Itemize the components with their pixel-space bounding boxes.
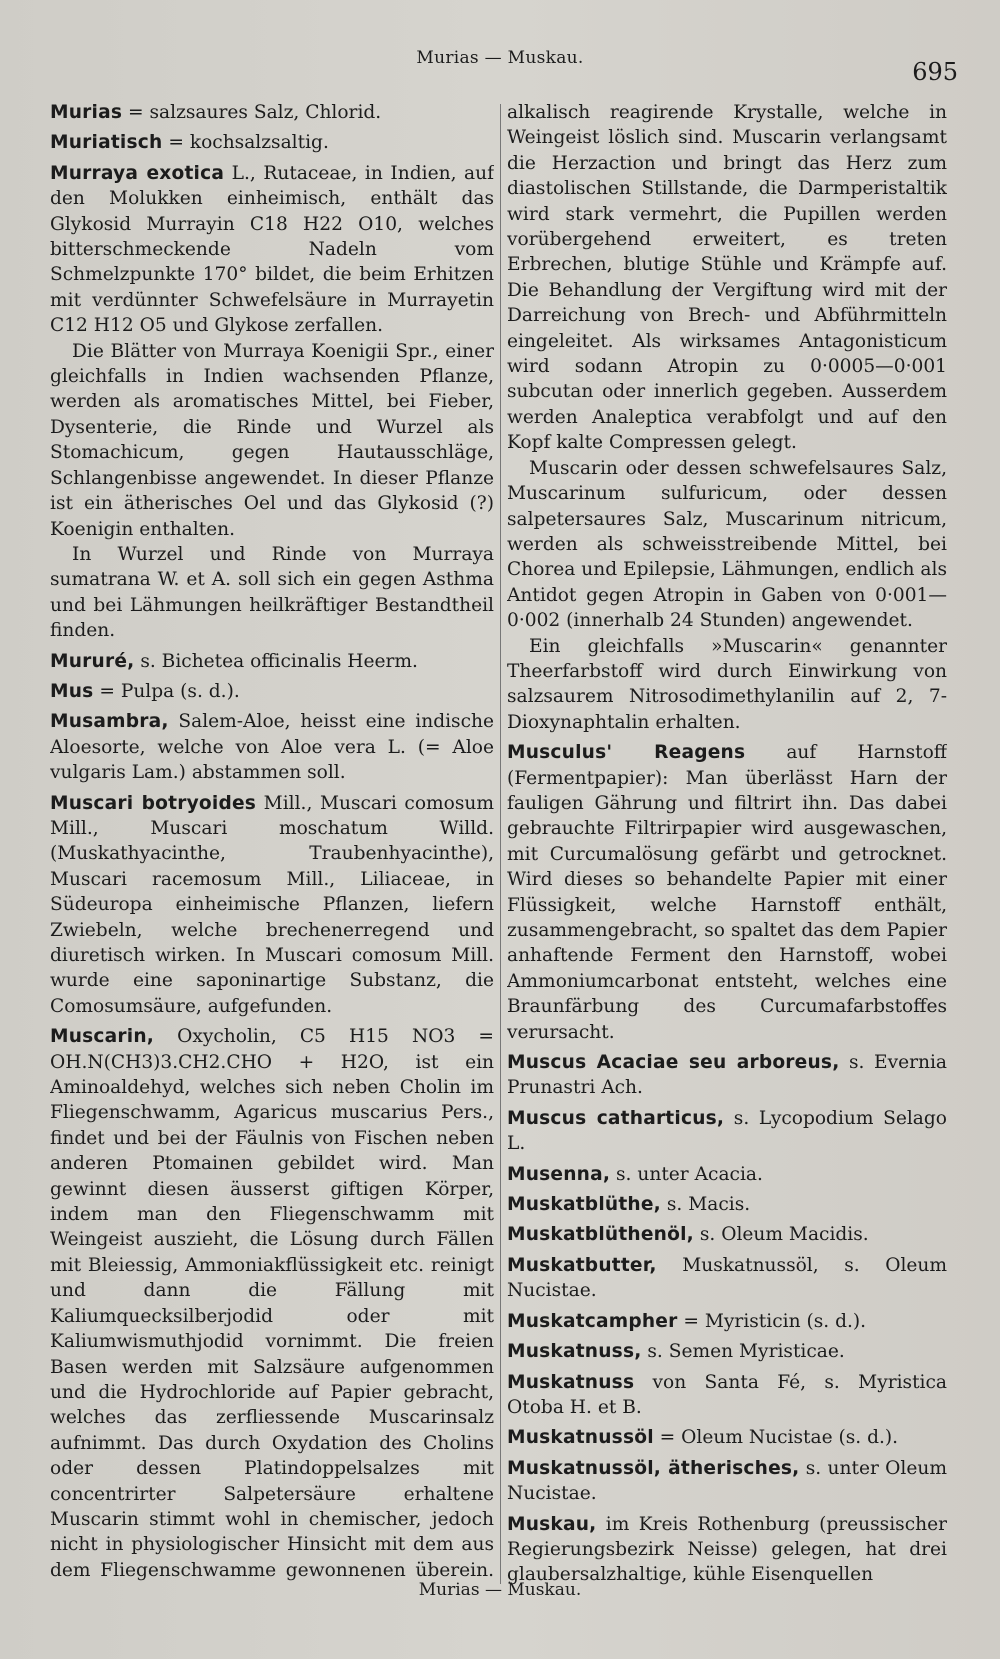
- dictionary-entry: [507, 1253, 947, 1304]
- entry-headword: Murraya exotica: [50, 162, 225, 184]
- entry-headword: Muskau,: [507, 1513, 597, 1535]
- page-number: 695: [912, 58, 958, 86]
- dictionary-entry: [507, 1309, 947, 1334]
- dictionary-entry: [50, 100, 494, 125]
- entry-headword: Muskatbutter,: [507, 1254, 657, 1276]
- entry-body: s. unter Acacia.: [610, 1163, 763, 1185]
- entry-paragraph: Ein gleichfalls »Muscarin« genannter Theerfarbstoff wird durch Einwirkung von salzsaurem Nitrosodimethylanilin auf 2, 7-Dioxynaphtalin erhalten.: [507, 635, 947, 733]
- entry-paragraph: Die Blätter von Murraya Koenigii Spr., einer gleichfalls in Indien wachsenden Pflanze, werden als aromatisches Mittel, bei Fieber, Dysenterie, die Rinde und Wurzel als Stomachicum, gegen Hautausschläge, Schlangenbisse angewendet. In dieser Pflanze ist ein ätherisches Oel und das Glykosid (?) Koenigin enthalten.: [50, 340, 494, 540]
- entry-paragraph: In Wurzel und Rinde von Murraya sumatrana W. et A. soll sich ein gegen Asthma und bei Lähmungen heilkräftiger Bestandtheil finden.: [50, 543, 494, 642]
- right-column: [507, 100, 947, 1585]
- dictionary-entry: [50, 791, 494, 1020]
- entry-headword: Murias: [50, 102, 123, 123]
- entry-headword: Musculus' Reagens: [507, 742, 746, 764]
- entry-body: alkalisch reagirende Krystalle, welche in Weingeist löslich sind. Muscarin verlangsamt die Herzaction und bringt das Herz zum diastolischen Stillstande, die Darmperistaltik wird stark vermehrt, die Pupillen werden vorübergehend erweitert, es treten Erbrechen, blutige Stühle und Krämpfe auf. Die Behandlung der Vergiftung wird mit der Darreichung von Brech- und Abführmitteln eingeleitet. Als wirksames Antagonisticum wird sodann Atropin zu 0·0005—0·001 subcutan oder innerlich gegeben. Ausserdem werden Analeptica verabfolgt und auf den Kopf kalte Compressen gelegt.: [507, 102, 947, 454]
- dictionary-entry: [507, 100, 947, 735]
- entry-body: Mill., Muscari comosum Mill., Muscari moschatum Willd. (Muskathyacinthe, Traubenhyacinthe), Muscari racemosum Mill., Liliaceae, in Südeuropa einheimische Pflanzen, liefern Zwiebeln, welche brechenerregend und diuretisch wirken. In Muscari comosum Mill. wurde eine saponinartige Substanz, die Comosumsäure, aufgefunden.: [50, 792, 494, 1017]
- entry-headword: Musambra,: [50, 711, 169, 733]
- entry-body: = Myristicin (s. d.).: [677, 1310, 867, 1332]
- dictionary-entry: [50, 161, 494, 644]
- dictionary-entry: [507, 740, 947, 1045]
- entry-headword: Muscari botryoides: [50, 792, 257, 814]
- entry-body: s. Semen Myristicae.: [641, 1341, 845, 1363]
- column-divider: [500, 104, 501, 1584]
- entry-headword: Muscus catharticus,: [507, 1107, 725, 1129]
- dictionary-entry: [507, 1050, 947, 1101]
- entry-paragraph: Muscarin oder dessen schwefelsaures Salz, Muscarinum sulfuricum, oder dessen salpetersaures Salz, Muscarinum nitricum, werden als schweisstreibende Mittel, bei Chorea und Epilepsie, Lähmungen, endlich als Antidot gegen Atropin in Gaben von 0·001—0·002 (innerhalb 24 Stunden) angewendet.: [507, 457, 947, 632]
- dictionary-entry: [507, 1192, 947, 1217]
- dictionary-entry: [50, 130, 494, 155]
- dictionary-entry: [507, 1106, 947, 1157]
- entry-headword: Mus: [50, 680, 94, 702]
- dictionary-entry: [507, 1162, 947, 1187]
- entry-headword: Muskatnuss,: [507, 1341, 642, 1363]
- dictionary-entry: [50, 649, 494, 674]
- entry-body: = salzsaures Salz, Chlorid.: [122, 102, 382, 123]
- entry-headword: Muskatnussöl, ätherisches,: [507, 1457, 800, 1479]
- entry-body: Muskatnussöl, s. Oleum Nucistae.: [507, 1254, 947, 1302]
- entry-body: s. Macis.: [660, 1194, 751, 1216]
- entry-body: s. Bichetea officinalis Heerm.: [134, 650, 418, 672]
- dictionary-entry: [507, 1370, 947, 1421]
- page-footer: Murias — Muskau.: [418, 1580, 582, 1600]
- dictionary-entry: [507, 1425, 947, 1450]
- entry-headword: Muscus Acaciae seu arboreus,: [507, 1052, 840, 1074]
- running-head: Murias — Muskau.: [416, 48, 584, 68]
- entry-body: = Oleum Nucistae (s. d.).: [653, 1427, 899, 1449]
- entry-body: s. Oleum Macidis.: [693, 1224, 869, 1246]
- entry-headword: Muskatnussöl: [507, 1427, 654, 1449]
- entry-headword: Muriatisch: [50, 132, 163, 154]
- entry-headword: Muscarin,: [50, 1026, 155, 1048]
- entry-body: Salem-Aloe, heisst eine indische Aloesorte, welche von Aloe vera L. (= Aloe vulgaris Lam.) abstammen soll.: [50, 711, 494, 784]
- entry-headword: Muskatnuss: [507, 1371, 635, 1393]
- entry-headword: Muskatblüthe,: [507, 1194, 661, 1216]
- entry-body: auf Harnstoff (Fermentpapier): Man überlässt Harn der fauligen Gährung und filtrirt ihn. Das dabei gebrauchte Filtrirpapier wird ausgewaschen, mit Curcumalösung gefärbt und getrocknet. Wird dieses so behandelte Papier mit einer Flüssigkeit, welche Harnstoff enthält, zusammengebracht, so spaltet das dem Papier anhaftende Ferment den Harnstoff, wobei Ammoniumcarbonat entsteht, welches eine Braunfärbung des Curcumafarbstoffes verursacht.: [507, 742, 947, 1043]
- entry-headword: Mururé,: [50, 650, 135, 672]
- dictionary-entry: [507, 1512, 947, 1585]
- entry-headword: Muskatblüthenöl,: [507, 1224, 694, 1246]
- entry-headword: Muskatcampher: [507, 1310, 678, 1332]
- dictionary-entry: [50, 679, 494, 704]
- entry-headword: Musenna,: [507, 1163, 611, 1185]
- entry-body: im Kreis Rothenburg (preussischer Regierungsbezirk Neisse) gelegen, hat drei glaubersalzhaltige, kühle Eisenquellen: [507, 1513, 947, 1585]
- dictionary-entry: [507, 1456, 947, 1507]
- entry-body: von Santa Fé, s. Myristica Otoba H. et B.: [507, 1371, 947, 1418]
- entry-body: = kochsalzsaltig.: [162, 132, 329, 154]
- dictionary-entry: [507, 1222, 947, 1247]
- entry-body: = Pulpa (s. d.).: [93, 680, 240, 702]
- entry-body: L., Rutaceae, in Indien, auf den Molukken einheimisch, enthält das Glykosid Murrayin C18 H22 O10, welches bitterschmeckende Nadeln vom Schmelzpunkte 170° bildet, die beim Erhitzen mit verdünnter Schwefelsäure in Murrayetin C12 H12 O5 und Glykose zerfallen.: [50, 162, 494, 337]
- entry-body: s. Evernia Prunastri Ach.: [507, 1052, 947, 1099]
- left-column: [50, 100, 494, 1585]
- dictionary-entry: [507, 1339, 947, 1364]
- dictionary-entry: [50, 709, 494, 785]
- entry-body: Oxycholin, C5 H15 NO3 = OH.N(CH3)3.CH2.CHO + H2O, ist ein Aminoaldehyd, welches sich neben Cholin im Fliegenschwamm, Agaricus muscarius Pers., findet und bei der Fäulnis von Fischen neben anderen Ptomainen gebildet wird. Man gewinnt diesen äusserst giftigen Körper, indem man den Fliegenschwamm mit Weingeist auszieht, die Lösung durch Fällen mit Bleiessig, Ammoniakflüssigkeit etc. reinigt und dann die Fällung mit Kaliumquecksilberjodid oder mit Kaliumwismuthjodid vornimmt. Die freien Basen werden mit Salzsäure aufgenommen und die Hydrochloride auf Papier gebracht, welches das zerfliessende Muscarinsalz aufnimmt. Das durch Oxydation des Cholins oder dessen Platindoppelsalzes mit concentrirter Salpetersäure erhaltene Muscarin stimmt wohl in chemischer, jedoch nicht in physiologischer Hinsicht mit dem aus dem Fliegenschwamme gewonnenen überein.: [50, 1026, 494, 1581]
- dictionary-entry: [50, 1024, 494, 1585]
- entry-body: s. Lycopodium Selago L.: [507, 1107, 947, 1155]
- entry-body: s. unter Oleum Nucistae.: [507, 1457, 947, 1505]
